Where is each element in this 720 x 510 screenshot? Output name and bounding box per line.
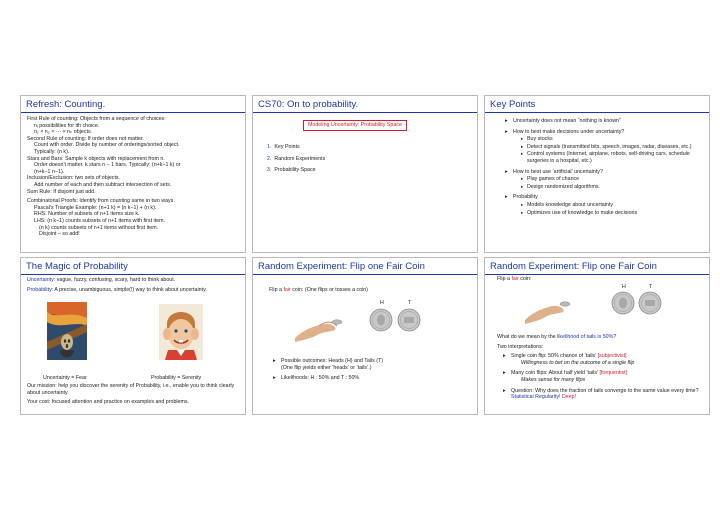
boxed-heading-wrap xyxy=(303,120,407,131)
text-line: Stars and Bars: Sample k objects with replacement from n. xyxy=(27,155,165,162)
caption-serenity: Probability = Serenity xyxy=(151,375,202,381)
bullet-item xyxy=(273,358,473,371)
coin-tails-icon xyxy=(638,291,662,315)
sub-item: ▸ Play games of chance xyxy=(513,176,705,183)
bullet-note: (One flip yields either ‘heads’ or ‘tails’.) xyxy=(281,364,372,371)
boxed-heading: Modeling Uncertainty: Probability Space xyxy=(303,120,407,131)
sub-item: ▸ Buy stocks xyxy=(513,136,705,143)
list-item: Probability Space xyxy=(274,167,316,174)
text-line: Our mission: help you discover the serenity of Probability, i.e., enable you to think clearly about uncertainty. xyxy=(27,383,235,396)
bullet-item xyxy=(505,118,705,125)
sub-item: ▸ Control systems (Internet, airplane, robots, self-driving cars, schedule surgeries in a hospital, etc.) xyxy=(513,151,705,164)
coin-label-tails: T xyxy=(408,300,412,306)
slide-body xyxy=(27,277,242,293)
text-line: nᵢ possibilities for ith choice. xyxy=(34,122,100,129)
highlight-statistical-regularity: Statistical Regularity! xyxy=(511,394,561,401)
sub-list xyxy=(513,136,705,164)
numbered-list xyxy=(267,144,467,174)
text-line: LHS: (n k−1) counts subsets of n+1 items with first item. xyxy=(34,217,166,224)
intro-line xyxy=(497,276,531,283)
text-line: First Rule of counting: Objects from a sequence of choices: xyxy=(27,116,166,122)
slide-body-bottom xyxy=(27,383,242,406)
slide-title: Random Experiment: Flip one Fair Coin xyxy=(490,261,657,272)
bullet-note: Willingness to bet on the outcome of a single flip xyxy=(521,359,635,366)
text-line: Two interpretations: xyxy=(497,343,544,350)
bullet-item xyxy=(273,375,473,382)
intro-line xyxy=(269,287,368,294)
slide-random-experiment-1 xyxy=(252,257,478,415)
bullet-item xyxy=(503,353,705,366)
text: What do we mean by the xyxy=(497,334,558,340)
sub-list xyxy=(513,202,705,216)
list-number: 2. xyxy=(267,155,272,162)
text-line: Typically: (n k). xyxy=(34,148,70,155)
bullet-item xyxy=(505,129,705,165)
list-number: 1. xyxy=(267,144,272,150)
question-line xyxy=(497,334,705,341)
slide-cs70-probability xyxy=(252,95,478,253)
slide-body xyxy=(273,358,473,386)
coin-label-tails: T xyxy=(649,284,653,290)
slide-key-points xyxy=(484,95,710,253)
text: coin: xyxy=(518,276,532,282)
title-rule xyxy=(253,112,477,113)
text-line: : vague, fuzzy, confusing, scary, hard to think about. xyxy=(53,277,176,283)
text-line: RHS: Number of subsets of n+1 items size k. xyxy=(34,211,140,218)
text: ? xyxy=(613,334,617,340)
text-line: Pascal's Triangle Example: (n+1 k) = (n k−1) + (n k). xyxy=(34,204,157,211)
bullet-list xyxy=(505,118,705,216)
slide-magic-of-probability xyxy=(20,257,246,415)
coin-heads-icon xyxy=(369,308,393,332)
text-line: Count with order. Divide by number of orderings/sorted object. xyxy=(34,142,180,149)
sub-item: ▸ Optimizes use of knowledge to make decisions xyxy=(513,210,705,217)
bullet-list xyxy=(273,358,473,382)
text: Flip a xyxy=(497,276,512,282)
term-probability: Probability xyxy=(27,286,52,293)
bullet-text: Single coin flip: 50% chance of ‘tails’ xyxy=(511,353,598,360)
slide-refresh-counting xyxy=(20,95,246,253)
slide-body xyxy=(505,118,705,220)
bullet-item xyxy=(505,169,705,191)
term-fair: fair xyxy=(511,276,519,282)
bullet-item xyxy=(505,194,705,216)
caption-fear: Uncertainty = Fear xyxy=(43,375,87,381)
tag-frequentist: [frequentist] xyxy=(599,370,628,377)
hand-with-coin-image xyxy=(293,308,353,342)
text-line: (n k) counts subsets of n+1 items without first item. xyxy=(39,224,159,231)
title-rule xyxy=(21,112,245,113)
coin-label-heads: H xyxy=(380,300,384,306)
text-line: Second Rule of counting: If order does not matter. xyxy=(27,135,144,142)
bullet-text: Possible outcomes: Heads (H) and Tails (T) xyxy=(281,358,384,364)
sub-item: ▸ Design randomized algorithms. xyxy=(513,184,705,191)
tag-subjectivist: [subjectivist] xyxy=(597,353,627,360)
coin-heads-icon xyxy=(611,291,635,315)
bullet-text: How to best make decisions under uncertainty? xyxy=(513,128,625,135)
slide-title: Random Experiment: Flip one Fair Coin xyxy=(258,261,425,272)
sub-item: ▸ Models knowledge about uncertainty xyxy=(513,202,705,209)
text-line: n₁ × n₂ × ··· × nₖ objects. xyxy=(34,129,93,136)
bullet-text: Uncertainty does not mean “nothing is known” xyxy=(513,118,621,124)
text-line: Order doesn't matter. k stars n − 1 bars. Typically: (n+k−1 k) or xyxy=(34,162,181,169)
slide-random-experiment-2 xyxy=(484,257,710,415)
text-line: Disjoint – so add! xyxy=(39,231,80,238)
slide-title: The Magic of Probability xyxy=(26,261,128,272)
bullet-item xyxy=(503,370,705,383)
title-rule xyxy=(21,274,245,275)
bullet-list xyxy=(497,353,705,401)
text-line: (n+k−1 n−1). xyxy=(34,168,65,175)
text-line: Sum Rule: If disjoint just add. xyxy=(27,188,96,195)
list-number: 3. xyxy=(267,167,272,174)
text: coin: (One flips or tosses a coin) xyxy=(290,287,368,293)
slide-title: Key Points xyxy=(490,99,536,110)
text: Flip a xyxy=(269,287,284,293)
coin-tails-icon xyxy=(397,308,421,332)
bullet-note: Makes sense for many flips xyxy=(521,376,586,383)
serene-face-image xyxy=(159,304,203,360)
list-item: Random Experiments xyxy=(274,155,326,162)
bullet-text: Likelihoods: H : 50% and T : 50% xyxy=(281,375,360,382)
term-fair: fair xyxy=(283,287,291,293)
title-rule xyxy=(253,274,477,275)
title-rule xyxy=(485,112,709,113)
text-line: Your cost: focused attention and practice on examples and problems. xyxy=(27,399,190,406)
bullet-text: Many coin flips: About half yield ‘tails’ xyxy=(511,370,600,377)
text-line: Combinatorial Proofs: Identify from counting same in two ways. xyxy=(27,198,175,205)
text-line: Add number of each and then subtract intersection of sets. xyxy=(34,181,172,188)
highlight: likelihood of tails is 50% xyxy=(557,334,614,340)
bullet-text: Probability xyxy=(513,194,538,201)
slide-title: Refresh: Counting. xyxy=(26,99,106,110)
title-rule xyxy=(485,274,709,275)
slide-body xyxy=(27,116,243,238)
highlight-deep: Deep! xyxy=(560,394,577,401)
slide-title: CS70: On to probability. xyxy=(258,99,359,110)
bullet-text: Question: Why does the fraction of tails converge to the same value every time? xyxy=(511,387,699,394)
slide-body xyxy=(497,334,705,405)
coin-label-heads: H xyxy=(622,284,626,290)
text-line: : A precise, unambiguous, simple(!) way to think about uncertainty. xyxy=(51,286,207,293)
term-uncertainty: Uncertainty xyxy=(27,277,54,283)
text-line: Inclusion/Exclusion: two sets of objects. xyxy=(27,175,121,182)
hand-with-coin-image xyxy=(523,292,579,324)
scream-painting-image xyxy=(47,302,87,360)
sub-list xyxy=(513,176,705,190)
bullet-text: How to best use ‘artificial’ uncertainty? xyxy=(513,168,603,175)
bullet-item xyxy=(503,388,705,401)
sub-item: ▸ Detect signals (transmitted bits, speech, images, radar, diseases, etc.) xyxy=(513,144,705,151)
list-item: Key Points xyxy=(274,144,300,150)
